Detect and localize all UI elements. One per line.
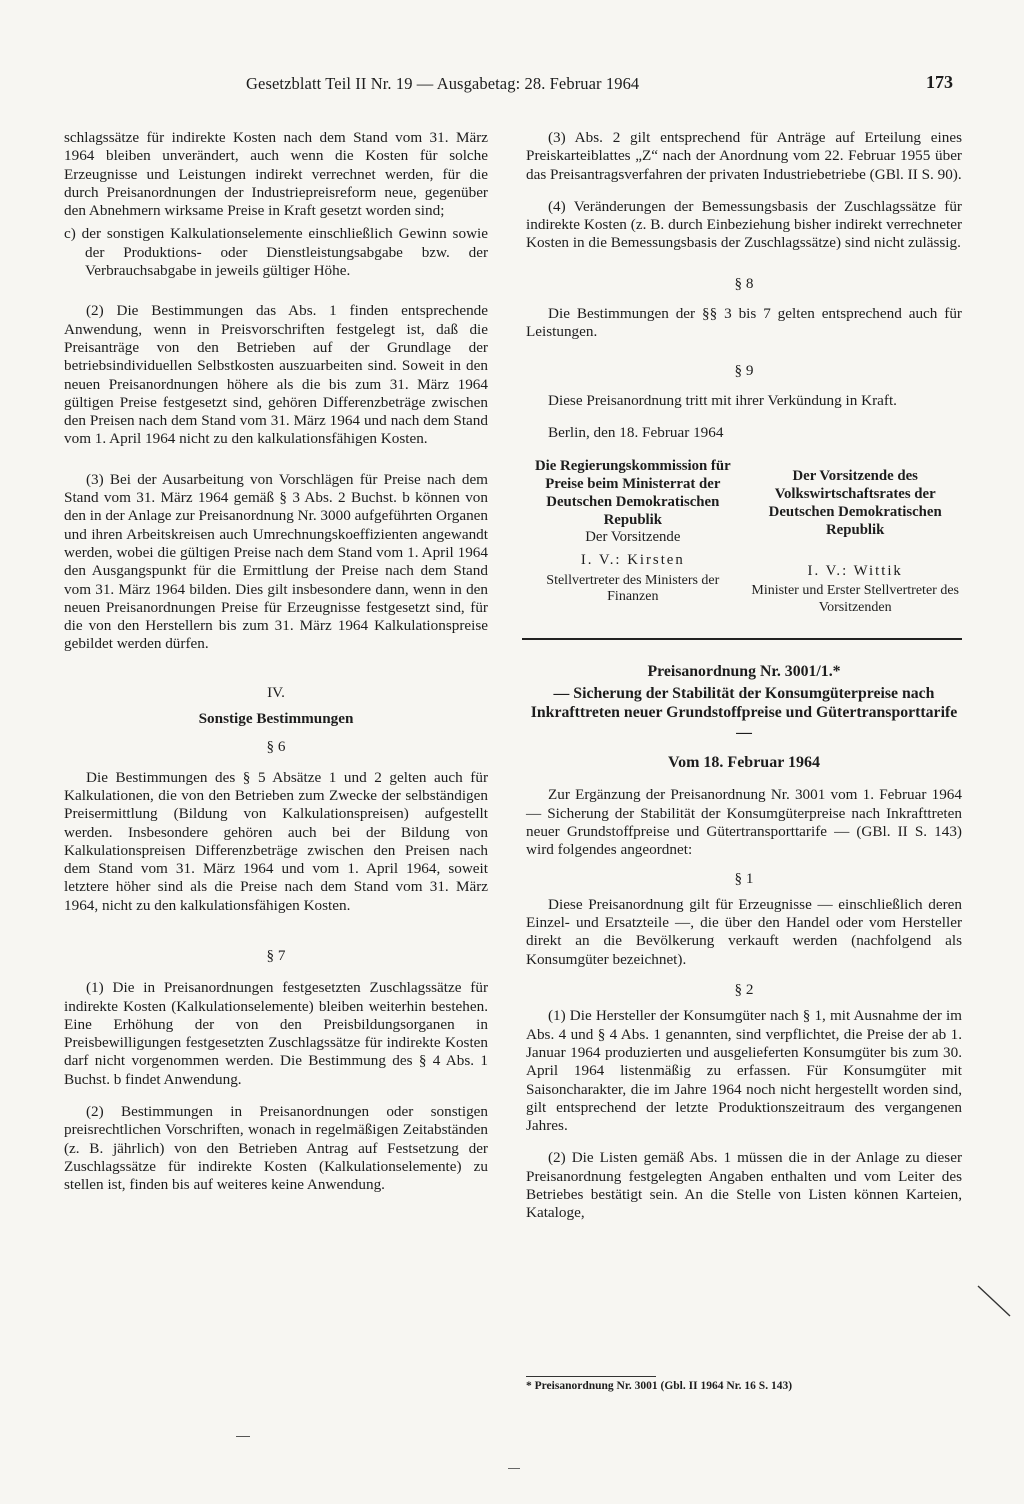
paragraph-1: Diese Preisanordnung gilt für Erzeugnisse — einschließlich deren Einzel- und Ersatzteile —, die über den Handel oder vom Hersteller direkt an die Bevölkerung verkauft werden (nachfolgend als Konsumgüter bezeichnet). [526,895,962,968]
paragraph-9: Diese Preisanordnung tritt mit ihrer Verkündung in Kraft. [548,391,897,409]
paragraph-sign-8: § 8 [734,274,754,292]
list-item-c: c) der sonstigen Kalkulationselemente einschließlich Gewinn sowie der Produktions- oder Dienstleistungsabgabe bzw. der Verbrauchsabgabe in jeweils gültiger Höhe. [64,225,488,280]
section-number: IV. [267,683,285,701]
paragraph-continuation: schlagssätze für indirekte Kosten nach dem Stand vom 31. März 1964 bleiben unverändert, auch wenn die Kosten für solche Erzeugnisse und Leistungen indirekt verrechnet werden, für die durch Preisanordnungen der Industriepreisreform neue, gegenüber den Abnehmern wirksame Preise in Kraft gesetzt worden sind; [64,129,488,220]
ordinance-title: Preisanordnung Nr. 3001/1.* [647,663,841,681]
paragraph-sign-7: § 7 [266,946,286,964]
section-title: Sonstige Bestimmungen [198,710,354,728]
paragraph-sign-1: § 1 [734,869,754,887]
paragraph-7-abs-4: (4) Veränderungen der Bemessungsbasis der Zuschlagssätze für indirekte Kosten (z. B. durch Einbeziehung bisher indirekt verrechneter Kosten in die Bemessungsbasis der Zuschlagssätze) sind nicht zulässig. [526,197,962,252]
paragraph-2-abs-2: (2) Die Listen gemäß Abs. 1 müssen die in der Anlage zu dieser Preisanordnung festgelegten Angaben enthalten und vom Leiter des Betriebes bestätigt sein. An die Stelle von Listen können Karteien, Kataloge, [526,1149,962,1222]
section-divider [522,638,962,640]
footnote-text: * Preisanordnung Nr. 3001 (Gbl. II 1964 Nr. 16 S. 143) [526,1380,793,1392]
place-date: Berlin, den 18. Februar 1964 [548,424,724,442]
paragraph-7-abs-2: (2) Bestimmungen in Preisanordnungen oder sonstigen preisrechtlichen Vorschriften, wonach in regelmäßigen Zeitabständen (z. B. jährlich) von den Betrieben Antrag auf Festsetzung der Zuschlagssätze für indirekte Kosten (Kalkulationselemente) zu stellen ist, finden bis auf weiteres keine Anwendung. [64,1103,488,1194]
signature-right [748,457,962,617]
footnote [526,1376,962,1392]
ordinance-date: Vom 18. Februar 1964 [668,754,820,772]
signature-left [526,457,740,617]
ordinance-intro: Zur Ergänzung der Preisanordnung Nr. 3001 vom 1. Februar 1964 — Sicherung der Stabilität der Konsumgüterpreise nach Inkrafttreten neuer Grundstoffpreise und Gütertransporttarife — (GBl. II S. 143) wird folgendes angeordnet: [526,786,962,859]
signature-right-name: I. V.: Wittik [807,562,903,579]
paragraph-7-abs-3: (3) Abs. 2 gilt entsprechend für Anträge auf Erteilung eines Preiskarteiblattes „Z“ nach der Anordnung vom 22. Februar 1955 über das Preisantragsverfahren der privaten Industriebetriebe (GBl. II S. 90). [526,129,962,183]
paragraph-8: Die Bestimmungen der §§ 3 bis 7 gelten entsprechend auch für Leistungen. [526,305,962,341]
signature-left-org: Die Regierungskommission für Preise beim Ministerrat der Deutschen Demokratischen Republik [534,457,731,528]
dash-mark-2 [508,1468,520,1469]
paragraph-abs-2: (2) Die Bestimmungen das Abs. 1 finden entsprechende Anwendung, wenn in Preisvorschriften festgelegt ist, daß die Preisanträge von den Betrieben auf der Grundlage der betriebsindividuellen Selbstkosten auszuarbeiten sind. Soweit in den neuen Preisanordnungen höhere als die bis zum 31. März 1964 gültigen Preise festgesetzt sind, gehören Differenzbeträge zwischen den Preisen nach dem Stand vom 31. März 1964 und nach dem Stand vom 1. April 1964 nicht zu den kalkulationsfähigen Kosten. [64,302,488,448]
left-column [64,129,488,1195]
page-number: 173 [926,72,953,92]
ordinance-subtitle: — Sicherung der Stabilität der Konsumgüterpreise nach Inkrafttreten neuer Grundstoffpreise und Gütertransporttarife — [530,684,958,741]
signature-left-role: Stellvertreter des Ministers der Finanzen [546,572,720,605]
paragraph-sign-2: § 2 [734,981,754,999]
footnote-rule [526,1376,656,1377]
running-header: Gesetzblatt Teil II Nr. 19 — Ausgabetag: 28. Februar 1964 [246,74,640,93]
signature-block [526,457,962,617]
paragraph-sign-6: § 6 [266,738,286,756]
paragraph-6: Die Bestimmungen des § 5 Absätze 1 und 2 gelten auch für Kalkulationen, die von den Betrieben zum Zwecke der selbständigen Preisermittlung (Bildung von Kalkulationspreisen) aufgestellt werden. Insbesondere gehören auch bei der Bildung von Kalkulationspreisen Differenzbeträge zwischen den Preisen nach dem Stand vom 31. März 1964 und vom 1. April 1964, soweit letztere höher sind als die Preise nach dem Stand vom 31. März 1964, nicht zu den kalkulationsfähigen Kosten. [64,768,488,914]
dash-mark [236,1436,250,1437]
margin-stroke-mark [976,1284,1016,1320]
right-column [526,129,962,1223]
paragraph-abs-3: (3) Bei der Ausarbeitung von Vorschlägen für Preise nach dem Stand vom 31. März 1964 gemäß § 3 Abs. 2 Buchst. b können von den in der Anlage zur Preisanordnung Nr. 3000 aufgeführten Organen und ihren Arbeitskreisen auch Umrechnungskoeffizienten angewandt werden, wobei die gültigen Preise nach dem Stand vom 1. April 1964 den Ausgangspunkt für die Ermittlung der Preise nach dem Stand vom 31. März 1964 bilden. Dies gilt insbesondere dann, wenn in den neuen Preisanordnungen Preise für Erzeugnisse festgesetzt sind, für die von den Herstellern bis zum 31. März 1964 Kalkulationspreise gebildet werden dürfen. [64,470,489,653]
signature-right-org: Der Vorsitzende des Volkswirtschaftsrates der Deutschen Demokratischen Republik [768,467,942,538]
signature-left-title: Der Vorsitzende [585,528,681,545]
signature-right-role: Minister und Erster Stellvertreter des Vorsitzenden [751,583,959,615]
paragraph-sign-9: § 9 [734,361,754,379]
signature-left-name: I. V.: Kirsten [580,552,685,569]
paragraph-2-abs-1: (1) Die Hersteller der Konsumgüter nach § 1, mit Ausnahme der im Abs. 4 und § 4 Abs. 1 genannten, sind verpflichtet, die Preise der ab 1. Januar 1964 produzierten und ausgelieferten Konsumgüter bis zum 30. April 1964 listenmäßig zu erfassen. Für Konsumgüter mit Saisoncharakter, die im Jahre 1964 noch nicht hergestellt worden sind, gilt entsprechend der letzte Produktionszeitraum des vergangenen Jahres. [526,1007,962,1135]
paragraph-7-abs-1: (1) Die in Preisanordnungen festgesetzten Zuschlagssätze für indirekte Kosten (Kalkulationselemente) bleiben weiterhin bestehen. Eine Erhöhung der von den Preisbildungsorganen in Preisbewilligungen festgesetzten Zuschlagssätze für indirekte Kosten darf nicht vorgenommen werden. Die Bestimmung des § 4 Abs. 1 Buchst. b findet Anwendung. [64,979,488,1088]
